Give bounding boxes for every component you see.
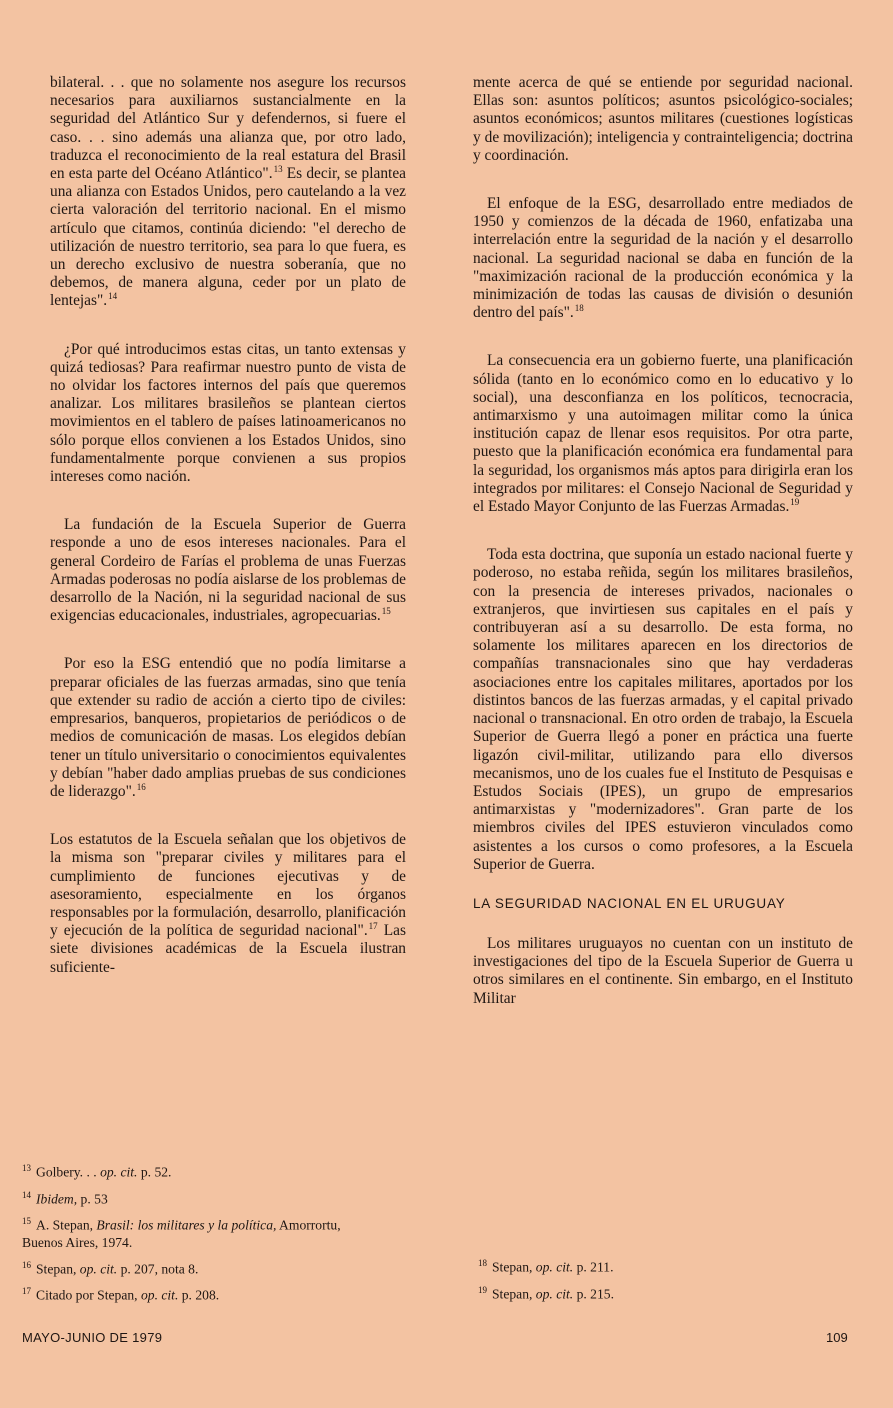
paragraph-right-4: Toda esta doctrina, que suponía un estado nacional fuerte y poderoso, no estaba reñida, según los militares brasileños, con la presencia de intereses privados, nacionales o extranjeros, que invirtiesen sus capitales en el país y contribuyeran así a su desarrollo. De esta forma, no solamente los militares aparecen en los directorios de compañías transnacionales sino que hay verdaderas asociaciones entre los capitales militares, aportados por los distintos bancos de las fuerzas armadas, y el capital privado nacional o transnacional. En otro orden de trabajo, la Escuela Superior de Guerra llegó a poner en práctica una fuerte ligazón civil-militar, utilizando para ello diversos mecanismos, uno de los cuales fue el Instituto de Pesquisas e Estudos Sociais (IPES), un grupo de empresarios antimarxistas y "modernizadores". Gran parte de los miembros civiles del IPES estuvieron vinculados como asistentes a los cursos o como profesores, a la Escuela Superior de Guerra. [473,546,853,873]
footnote-13: $^{13}$ Golbery. . . op. cit. p. 52. [22,1163,172,1180]
paragraph-left-1: bilateral. . . que no solamente nos asegure los recursos necesarios para auxiliarnos sustancialmente en la seguridad del Atlántico Sur y defendernos, si fuere el caso. . . sino además una alianza que, por otro lado, traduzca el reconocimiento de la real estatura del Brasil en esta parte del Océano Atlántico".$^{13}$ Es decir, se plantea una alianza con Estados Unidos, pero cautelando a la vez cierta valoración del territorio nacional. En el mismo artículo que citamos, continúa diciendo: "el derecho de utilización de nuestro territorio, sea para lo que fuera, es un derecho exclusivo de nuestra soberanía, que no debemos, de manera alguna, ceder por un plato de lentejas".$^{14}$ [50,74,406,310]
footnote-17: $^{17}$ Citado por Stepan, op. cit. p. 208. [22,1286,220,1303]
issue-date: MAYO-JUNIO DE 1979 [22,1330,163,1345]
footnote-14: $^{14}$ Ibidem, p. 53 [22,1189,108,1207]
page-number: 109 [826,1330,848,1345]
footnotes-right [478,1255,838,1308]
paragraph-right-5: Los militares uruguayos no cuentan con un instituto de investigaciones del tipo de la Escuela Superior de Guerra u otros similares en el continente. Sin embargo, en el Instituto Militar [473,934,853,1007]
section-heading: LA SEGURIDAD NACIONAL EN EL URUGUAY [473,895,786,911]
footnote-15: $^{15}$ A. Stepan, Brasil: los militares y la política, Amorrortu, Buenos Aires, 1974. [22,1216,341,1250]
paragraph-right-3: La consecuencia era un gobierno fuerte, una planificación sólida (tanto en lo económico como en lo educativo y lo social), una desconfianza en los políticos, tecnocracia, antimarxismo y una autoimagen militar como la única institución capaz de llenar esos requisitos. Por otra parte, puesto que la planificación económica era fundamental para la seguridad, los organismos más aptos para dirigirla eran los integrados por militares: el Consejo Nacional de Seguridad y el Estado Mayor Conjunto de las Fuerzas Armadas.$^{19}$ [473,352,853,516]
left-column [50,74,406,1007]
footnote-19: $^{19}$ Stepan, op. cit. p. 215. [478,1284,614,1302]
paragraph-left-5: Los estatutos de la Escuela señalan que los objetivos de la misma son "preparar civiles y militares para el cumplimiento de funciones ejecutivas y de asesoramiento, especialmente en los órganos responsables por la formulación, desarrollo, planificación y ejecución de la política de seguridad nacional".$^{17}$ Las siete divisiones académicas de la Escuela ilustran suficiente- [50,831,406,976]
paragraph-right-2: El enfoque de la ESG, desarrollado entre mediados de 1950 y comienzos de la década de 1960, enfatizaba una interrelación entre la seguridad de la nación y el desarrollo nacional. La seguridad nacional se daba en función de la "maximización racional de la producción económica y la minimización de todas las causas de división o desunión dentro del país".$^{18}$ [473,195,853,322]
paragraph-left-2: ¿Por qué introducimos estas citas, un tanto extensas y quizá tediosas? Para reafirmar nuestro punto de vista de no olvidar los factores internos del país que queremos analizar. Los militares brasileños se plantean ciertos movimientos en el tablero de países latinoamericanos no sólo porque ellos convienen a los Estados Unidos, sino fundamentalmente porque convienen a sus propios intereses como nación. [50,340,406,486]
footnote-16: $^{16}$ Stepan, op. cit. p. 207, nota 8. [22,1259,199,1277]
paragraph-right-1: mente acerca de qué se entiende por seguridad nacional. Ellas son: asuntos políticos; asuntos psicológico-sociales; asuntos económicos; asuntos militares (cuestiones logísticas y de movilización); inteligencia y contrainteligencia; doctrina y coordinación. [473,74,853,164]
footnotes-left [22,1160,382,1310]
paragraph-left-4: Por eso la ESG entendió que no podía limitarse a preparar oficiales de las fuerzas armadas, sino que tenía que extender su radio de acción a cierto tipo de civiles: empresarios, banqueros, propietarios de periódicos o de medios de comunicación de masas. Los elegidos debían tener un título universitario o conocimientos equivalentes y debían "haber dado amplias pruebas de sus condiciones de liderazgo".$^{16}$ [50,655,406,800]
footnote-18: $^{18}$ Stepan, op. cit. p. 211. [478,1258,614,1275]
right-column [473,74,853,1038]
paragraph-left-3: La fundación de la Escuela Superior de Guerra responde a uno de esos intereses nacionales. Para el general Cordeiro de Farías el problema de unas Fuerzas Armadas poderosas no podía aislarse de los problemas de desarrollo de la Nación, ni la seguridad nacional de sus exigencias educacionales, industriales, agropecuarias.$^{15}$ [50,516,406,625]
